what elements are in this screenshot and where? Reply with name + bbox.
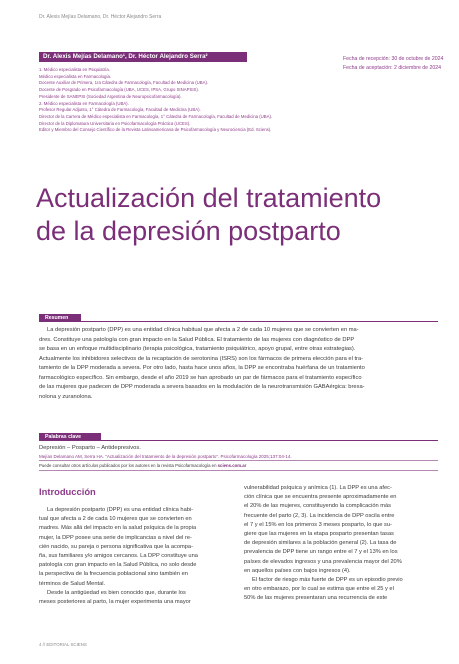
abstract-line: nolona y zuranolona.	[39, 393, 93, 400]
body-line: patología con gran impacto en la Salud Pública, no solo desde	[39, 562, 197, 569]
affiliation-line: Docente Auxiliar de Primera, 1ra Cátedra de Farmacología, Facultad de Medicina (UBA).	[39, 80, 209, 86]
body-line: giere que las mujeres en la etapa posparto presentan tasas	[244, 531, 394, 538]
abstract-line: dres. Constituye una patología con gran impacto en la Salud Pública. El tratamiento de las mujeres con diagnóstico de DPP	[39, 336, 355, 343]
body-line: cién nacido, su pareja o persona significativa que la acompa-	[39, 543, 193, 550]
abstract-line: Actualmente los inhibidores selectivos de la recaptación de serotonina (ISRS) son los fármacos de primera elección para el tra-	[39, 355, 364, 362]
title-line: Actualización del tratamiento	[36, 183, 382, 213]
body-line: el 20% de las mujeres, constituyendo la complicación más	[244, 503, 392, 510]
section-heading-introduction: Introducción	[39, 486, 96, 497]
citation: Mejías Delamano AM, Serra HA. "Actualización del tratamiento de la depresión postparto". Psicofarmacología 2025;137:04-14.	[39, 454, 292, 459]
body-column-right	[244, 484, 440, 604]
body-line: La depresión postparto (DPP) es una entidad clínica habi-	[47, 507, 194, 513]
body-line: 50% de las mujeres presentaran una recurrencia de este	[244, 595, 388, 602]
affiliation-line: 1. Médico especialista en Psiquiatría.	[39, 67, 110, 72]
authors-text: Dr. Alexis Mejías Delamano¹, Dr. Héctor Alejandro Serra²	[43, 53, 208, 60]
keywords-rule	[39, 440, 438, 441]
body-line: Desde la antigüedad es bien conocido que, durante los	[47, 589, 186, 596]
page-footer: 4 // EDITORIAL SCIENS	[39, 642, 87, 647]
running-head: Dr. Alexis Mejías Delamano, Dr. Héctor Alejandro Serra	[39, 14, 162, 20]
article-title	[36, 182, 436, 248]
abstract-line: tamiento de la DPP moderada a severa. Por otro lado, hasta hace unos años, la DPP se encontraba huérfana de un tratamiento	[39, 365, 365, 371]
body-line: tual que afecta a 2 de cada 10 mujeres que se convierten en	[39, 516, 192, 523]
affiliation-line: Editor y Miembro del Consejo Científico de la Revista Latinoamericana de Psicofarmacología y Neurociencia (Ed. Sciens).	[39, 127, 272, 133]
affiliation-line: Director de la Carrera de Médico especialista en Farmacología, 1° Cátedra de Farmacología, Facultad de Medicina (UBA).	[39, 113, 273, 119]
divider	[39, 470, 438, 471]
affiliation-line: Profesor Regular Adjunto, 1° Cátedra de Farmacología, Facultad de Medicina (UBA).	[39, 107, 201, 113]
body-line: mujer, la DPP posee una serie de implicancias a nivel del re-	[39, 534, 192, 541]
accepted-date: Fecha de aceptación: 2 diciembre de 2024	[343, 65, 442, 71]
body-line: países de elevados ingresos y una prevalencia mayor del 20%	[244, 558, 402, 565]
affiliation-line: Presidente de SANEPSI (Sociedad Argentina de Neuropsicofarmacología).	[39, 93, 182, 99]
abstract-line: La depresión postparto (DPP) es una entidad clínica habitual que afecta a 2 de cada 10 mujeres que se convierten en ma-	[47, 327, 359, 333]
authors-bar	[39, 52, 247, 62]
keywords: Depresión – Posparto – Antidepresivos.	[39, 445, 141, 451]
body-line: ña, sus familiares y/o amigos cercanos. La DPP constituye una	[39, 553, 198, 560]
divider	[39, 460, 438, 461]
keywords-label-text: Palabras clave	[45, 434, 82, 440]
body-line: prevalencia de DPP tiene un rango entre el 7 y el 13% en los	[244, 549, 398, 556]
abstract-line: se basa en un enfoque multidisciplinario (terapia psicológica, tratamiento psiquiátrico, apoyo grupal, entre otras estrategias).	[39, 346, 356, 352]
body-line: El factor de riesgo más fuerte de DPP es un episodio previo	[252, 577, 403, 584]
body-line: madres. Más allá del impacto en la salud psíquica de la propia	[39, 525, 197, 532]
affiliation-line: 2. Médico especialista en Farmacología (UBA).	[39, 100, 129, 106]
affiliation-line: Docente de Posgrado en Psicofarmacología (UBA, UCES, IPSA, Grupo SINAPSIS).	[39, 87, 200, 93]
more-articles-note	[39, 463, 246, 468]
affiliations	[39, 67, 339, 134]
body-line: frecuente del parto (2, 3). La incidencia de DPP oscila entre	[244, 512, 395, 519]
abstract-line: de las mujeres que padecen de DPP moderada a severa basados en la modulación de la neurotransmisión GABAérgica: brexa-	[39, 384, 365, 390]
body-line: en aquellos países con bajos ingresos (4).	[244, 567, 351, 574]
abstract-rule	[39, 321, 438, 322]
affiliation-line: Director de la Diplomatura Universitaria en Psicofarmacología Práctica (UCES).	[39, 120, 191, 126]
body-line: términos de Salud Mental.	[39, 580, 106, 587]
body-line: la perspectiva de la frecuencia poblacional sino también en	[39, 571, 188, 578]
body-line: de depresión similares a la población general (2). La tasa de	[244, 540, 397, 547]
note-text: Puede consultar otros artículos publicados por los autores en la revista Psicofarmacología en	[39, 463, 218, 468]
abstract-line: farmacológico específico. Sin embargo, desde el año 2019 se han aprobado un par de fármacos para el tratamiento específico	[39, 374, 362, 381]
body-line: el 7 y el 15% en los primeros 3 meses posparto, lo que su-	[244, 521, 392, 528]
body-column-left	[39, 506, 229, 607]
title-line: de la depresión postparto	[36, 216, 341, 246]
body-line: en otro embarazo, por lo cual se estima que entre el 25 y el	[244, 586, 394, 593]
abstract-label-text: Resumen	[45, 315, 69, 321]
dates-block	[343, 55, 443, 73]
sciens-link[interactable]: sciens.com.ar	[217, 463, 247, 468]
body-line: meses posteriores al parto, la mujer experimenta una mayor	[39, 599, 191, 606]
abstract-text	[39, 326, 438, 402]
affiliation-line: Médico especialista en Farmacología.	[39, 73, 112, 79]
body-line: vulnerabilidad psíquica y anímica (1). La DPP es una afec-	[244, 485, 392, 491]
body-line: ción clínica que se encuentra presente aproximadamente en	[244, 494, 397, 501]
received-date: Fecha de recepción: 30 de octubre de 2024	[343, 56, 444, 62]
